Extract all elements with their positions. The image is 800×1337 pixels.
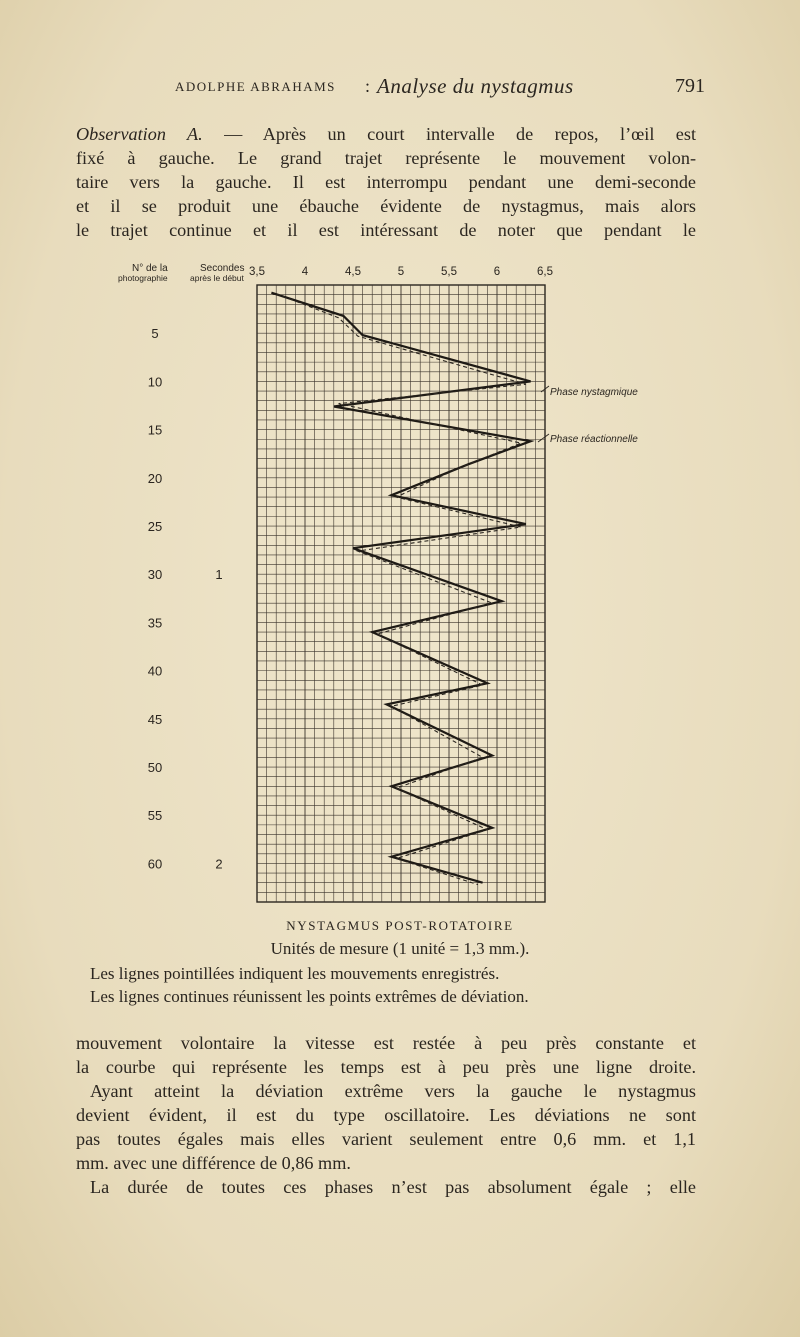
y-tick-label: 10 — [147, 374, 163, 390]
x-tick-label: 4,5 — [345, 266, 361, 278]
paragraph-bottom — [76, 1031, 696, 1199]
y-tick-label: 55 — [147, 808, 163, 824]
y-tick-label: 50 — [147, 760, 163, 776]
x-tick-label: 3,5 — [249, 266, 265, 278]
photo-marker-1: 1 — [215, 567, 223, 583]
nystagmus-figure — [0, 260, 800, 920]
text-line: fixé à gauche. Le grand trajet représente le mouvement volon- — [76, 148, 696, 168]
legend-continuous-note: Les lignes continues réunissent les points extrêmes de déviation. — [90, 987, 529, 1006]
y-tick-label: 25 — [147, 519, 163, 535]
annotation-phase-reactionnelle: Phase réactionnelle — [550, 434, 638, 445]
x-tick-label: 6,5 — [537, 266, 553, 278]
text-line: Ayant atteint la déviation extrême vers la gauche le nystagmus — [90, 1081, 696, 1101]
photo-marker-2: 2 — [215, 856, 223, 872]
running-head — [175, 74, 705, 104]
y-tick-label: 5 — [151, 326, 159, 342]
x-tick-label: 4 — [301, 266, 309, 278]
text-line — [76, 122, 696, 146]
annotation-phase-nystagmique: Phase nystagmique — [550, 387, 638, 398]
header-photo-number: N° de la — [132, 263, 168, 274]
text-line: mouvement volontaire la vitesse est restée à peu près constante et — [76, 1033, 696, 1053]
text-line: la courbe qui représente les temps est à peu près une ligne droite. — [76, 1057, 696, 1077]
header-title: Analyse du nystagmus — [377, 74, 574, 98]
annotation-pointer — [538, 434, 549, 442]
text-line-rest: — Après un court intervalle de repos, l’œil est — [202, 124, 696, 144]
text-line: devient évident, il est du type oscillatoire. Les déviations ne sont — [76, 1105, 696, 1125]
page-number: 791 — [675, 75, 705, 97]
header-author: ADOLPHE ABRAHAMS — [175, 79, 336, 94]
observation-label: Observation A. — [76, 124, 203, 144]
header-separator: : — [365, 76, 371, 96]
paragraph-top — [76, 122, 696, 242]
text-line: taire vers la gauche. Il est interrompu pendant une demi-seconde — [76, 172, 696, 192]
text-line: et il se produit une ébauche évidente de nystagmus, mais alors — [76, 196, 696, 216]
legend-dotted-note: Les lignes pointillées indiquent les mouvements enregistrés. — [90, 964, 500, 983]
y-tick-label: 40 — [147, 663, 163, 679]
x-tick-label: 6 — [493, 266, 501, 278]
header-seconds-label: après le début — [190, 273, 244, 283]
y-tick-label: 15 — [147, 422, 163, 438]
figure-caption-title: NYSTAGMUS POST-ROTATOIRE — [286, 918, 514, 933]
y-tick-label: 30 — [147, 567, 163, 583]
y-tick-label: 20 — [147, 470, 163, 486]
figure-caption-unit: Unités de mesure (1 unité = 1,3 mm.). — [270, 939, 530, 958]
x-tick-label: 5 — [397, 266, 405, 278]
header-photo-label: photographie — [118, 273, 168, 283]
text-line: le trajet continue et il est intéressant de noter que pendant le — [76, 220, 696, 240]
text-line: pas toutes égales mais elles varient seulement entre 0,6 mm. et 1,1 — [76, 1129, 696, 1149]
y-tick-label: 35 — [147, 615, 163, 631]
y-tick-label: 60 — [147, 856, 163, 872]
nystagmus-chart — [0, 260, 800, 920]
text-line: La durée de toutes ces phases n’est pas absolument égale ; elle — [90, 1177, 696, 1197]
header-seconds: Secondes — [200, 263, 245, 274]
y-tick-label: 45 — [147, 711, 163, 727]
x-tick-label: 5,5 — [441, 266, 457, 278]
text-line: mm. avec une différence de 0,86 mm. — [76, 1153, 351, 1173]
